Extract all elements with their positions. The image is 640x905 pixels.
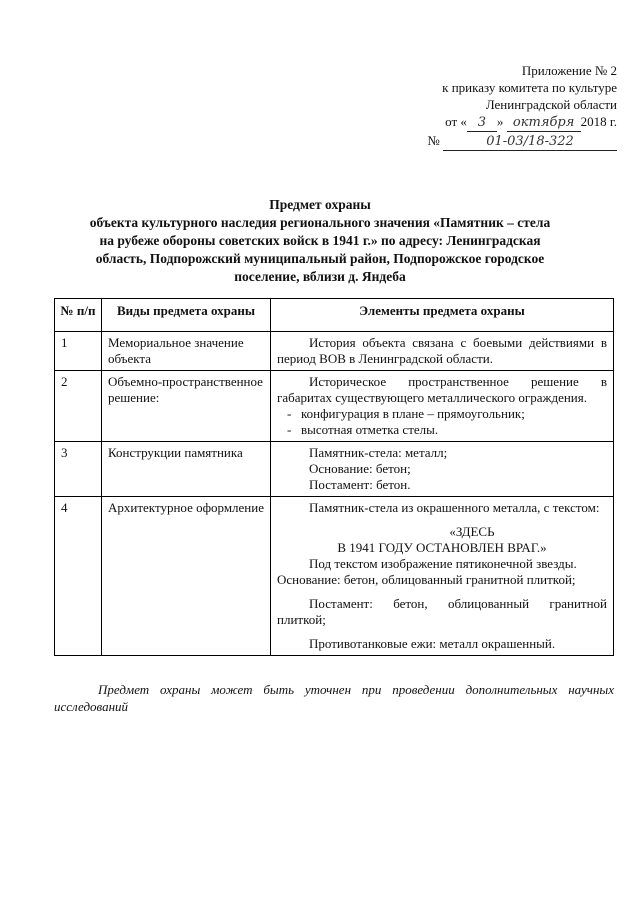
element-text: История объекта связана с боевыми действиями в период ВОВ в Ленинградской области.	[277, 335, 607, 366]
footnote: Предмет охраны может быть уточнен при проведении дополнительных научных исследований	[54, 682, 614, 714]
element-text: Противотанковые ежи: металл окрашенный.	[309, 636, 556, 651]
table-row	[55, 442, 614, 497]
row-num: 2	[55, 371, 102, 442]
appendix-number: Приложение № 2	[521, 63, 617, 78]
row-kind: Объемно-пространственное решение:	[102, 371, 271, 442]
protection-table	[54, 298, 614, 656]
date-year: 2018 г.	[580, 114, 617, 129]
bullet-item: - высотная отметка стелы.	[277, 422, 607, 438]
title-line-3: на рубеже обороны советских войск в 1941 г.» по адресу: Ленинградская	[99, 233, 541, 248]
order-reference: к приказу комитета по культуре	[442, 80, 617, 95]
date-prefix: от «	[445, 114, 467, 129]
element-text: Постамент: бетон.	[309, 477, 411, 492]
row-num: 4	[55, 497, 102, 656]
monument-inscription-line-2: В 1941 ГОДУ ОСТАНОВЛЕН ВРАГ.»	[337, 540, 547, 555]
table-row	[55, 332, 614, 371]
row-elements	[271, 442, 614, 497]
header-kind: Виды предмета охраны	[102, 299, 271, 332]
element-text: Под текстом изображение пятиконечной звезды.	[309, 556, 577, 571]
date-day: 3	[467, 114, 497, 132]
number-value: 01-03/18-322	[443, 133, 617, 151]
number-prefix: №	[427, 133, 440, 148]
table-header-row	[55, 299, 614, 332]
row-kind: Конструкции памятника	[102, 442, 271, 497]
document-title	[40, 196, 600, 286]
date-quote: »	[496, 114, 504, 129]
appendix-header	[405, 62, 617, 151]
header-num: № п/п	[55, 299, 102, 332]
element-text: Основание: бетон;	[309, 461, 411, 476]
date-month: октября	[507, 114, 581, 132]
element-text: Основание: бетон, облицованный гранитной плиткой;	[277, 572, 576, 587]
row-kind: Мемориальное значение объекта	[102, 332, 271, 371]
title-line-2: объекта культурного наследия регионального значения «Памятник – стела	[89, 215, 551, 230]
table-row	[55, 371, 614, 442]
region-name: Ленинградской области	[485, 97, 617, 112]
order-date	[405, 113, 617, 132]
row-elements	[271, 497, 614, 656]
element-text: Памятник-стела из окрашенного металла, с текстом:	[309, 500, 600, 515]
bullet-item: - конфигурация в плане – прямоугольник;	[277, 406, 607, 422]
row-num: 3	[55, 442, 102, 497]
row-kind: Архитектурное оформление	[102, 497, 271, 656]
monument-inscription-line-1: «ЗДЕСЬ	[449, 524, 495, 539]
title-line-5: поселение, вблизи д. Яндеба	[234, 269, 406, 284]
element-text: Памятник-стела: металл;	[309, 445, 448, 460]
element-text: Историческое пространственное решение в габаритах существующего металлического ограждения.	[277, 374, 607, 405]
row-elements	[271, 371, 614, 442]
order-number	[405, 132, 617, 151]
title-line-4: область, Подпорожский муниципальный район, Подпорожское городское	[95, 251, 545, 266]
row-num: 1	[55, 332, 102, 371]
element-text: Постамент: бетон, облицованный гранитной плиткой;	[277, 596, 607, 627]
row-elements	[271, 332, 614, 371]
title-line-1: Предмет охраны	[269, 197, 371, 212]
header-elements: Элементы предмета охраны	[271, 299, 614, 332]
table-row	[55, 497, 614, 656]
